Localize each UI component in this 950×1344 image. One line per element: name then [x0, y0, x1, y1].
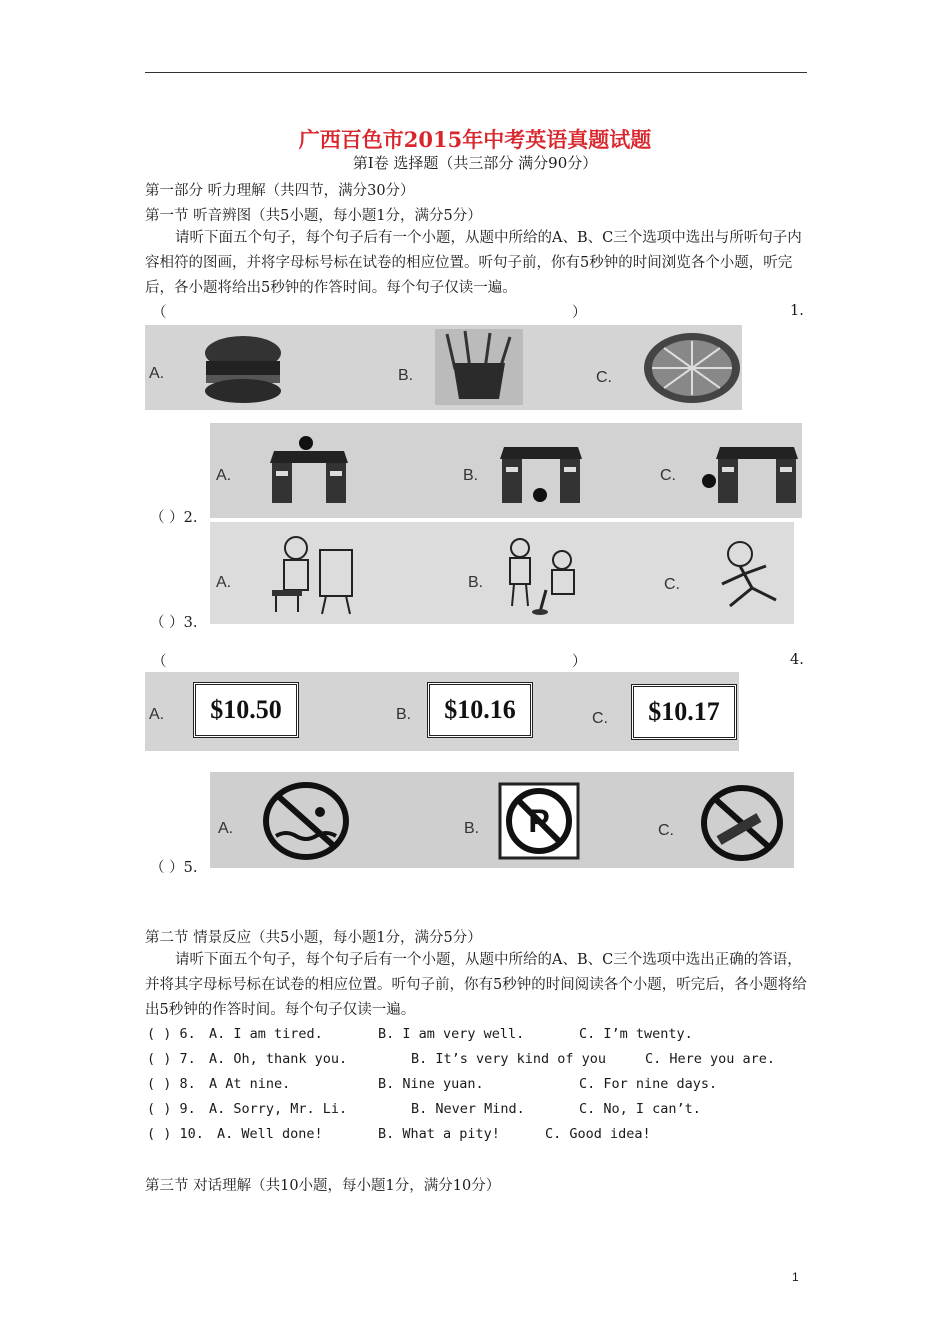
- q4-number: 4.: [790, 652, 804, 668]
- option-b-label: B.: [468, 574, 484, 591]
- option-a-label: A.: [216, 574, 232, 591]
- section2-heading: 第二节 情景反应（共5小题，每小题1分，满分5分）: [145, 930, 482, 946]
- desk-ball-under-icon: [498, 433, 586, 509]
- q8-option-a: A At nine.: [209, 1076, 291, 1092]
- girl-running-icon: [710, 536, 794, 618]
- q9-option-b: B. Never Mind.: [411, 1101, 525, 1117]
- price-tag-a: $10.50: [193, 682, 299, 738]
- option-a-label: A.: [149, 706, 165, 723]
- option-c-label: C.: [592, 710, 608, 727]
- q2-picture-strip: [210, 423, 802, 518]
- q1-paren-open: （: [152, 305, 167, 321]
- q1-picture-strip: [145, 325, 742, 410]
- q6-option-b: B. I am very well.: [378, 1026, 525, 1042]
- option-c-label: C.: [660, 467, 676, 484]
- q10-option-a: A. Well done!: [217, 1126, 323, 1142]
- q6-option-c: C. I’m twenty.: [579, 1026, 693, 1042]
- q7-option-b: B. It’s very kind of you: [411, 1051, 607, 1067]
- q10-number: ( ) 10.: [147, 1126, 204, 1142]
- option-a-label: A.: [216, 467, 232, 484]
- option-b-label: B.: [396, 706, 412, 723]
- no-smoking-sign-icon: [700, 784, 784, 862]
- q5-picture-strip: [210, 772, 794, 868]
- q3-picture-strip: [210, 522, 794, 624]
- desk-ball-on-top-icon: [268, 433, 350, 509]
- q10-option-c: C. Good idea!: [545, 1126, 651, 1142]
- option-c-label: C.: [596, 369, 612, 386]
- kids-planting-icon: [500, 530, 590, 616]
- q4-picture-strip: [145, 672, 739, 751]
- q6-number: ( ) 6.: [147, 1026, 196, 1042]
- q6-option-a: A. I am tired.: [209, 1026, 323, 1042]
- q5-label: （ ）5.: [150, 860, 198, 876]
- girl-painting-icon: [268, 534, 360, 616]
- option-c-label: C.: [664, 576, 680, 593]
- section1-instructions: 请听下面五个句子，每个句子后有一个小题，从题中所给的A、B、C三个选项中选出与所听句子内容相符的图画，并将字母标号标在试卷的相应位置。听句子前，你有5秒钟的时间浏览各个小题，听完后，各小题将给出5秒钟的作答时间。每个句子仅读一遍。: [145, 230, 802, 296]
- q7-option-a: A. Oh, thank you.: [209, 1051, 348, 1067]
- q9-option-c: C. No, I can’t.: [579, 1101, 701, 1117]
- price-tag-b: $10.16: [427, 682, 533, 738]
- q9-option-a: A. Sorry, Mr. Li.: [209, 1101, 348, 1117]
- q8-option-c: C. For nine days.: [579, 1076, 718, 1092]
- pizza-icon: [642, 331, 742, 405]
- q2-label: （ ）2.: [150, 510, 198, 526]
- option-b-label: B.: [464, 820, 480, 837]
- desk-ball-beside-icon: [702, 433, 798, 509]
- q7-number: ( ) 7.: [147, 1051, 196, 1067]
- section3-heading: 第三节 对话理解（共10小题，每小题1分，满分10分）: [145, 1178, 501, 1194]
- q7-option-c: C. Here you are.: [645, 1051, 776, 1067]
- no-parking-sign-icon: [498, 782, 580, 860]
- q9-number: ( ) 9.: [147, 1101, 196, 1117]
- q4-paren-open: （: [152, 654, 167, 670]
- q1-number: 1.: [790, 303, 804, 319]
- q8-option-b: B. Nine yuan.: [378, 1076, 484, 1092]
- option-a-label: A.: [149, 365, 165, 382]
- q1-paren-close: ）: [572, 305, 587, 321]
- q8-number: ( ) 8.: [147, 1076, 196, 1092]
- section2-instructions: 请听下面五个句子，每个句子后有一个小题，从题中所给的A、B、C三个选项中选出正确的答语，并将其字母标号标在试卷的相应位置。听句子前，你有5秒钟的时间阅读各个小题，听完后，各小题将给出5秒钟的作答时间。每个句子仅读一遍。: [145, 952, 807, 1018]
- q4-paren-close: ）: [572, 654, 587, 670]
- hamburger-icon: [203, 333, 283, 405]
- option-b-label: B.: [398, 367, 414, 384]
- part1-heading: 第一部分 听力理解（共四节，满分30分）: [145, 183, 415, 199]
- option-b-label: B.: [463, 467, 479, 484]
- q3-label: （ ）3.: [150, 615, 198, 631]
- price-tag-c: $10.17: [631, 684, 737, 740]
- section1-heading: 第一节 听音辨图（共5小题，每小题1分，满分5分）: [145, 208, 482, 224]
- no-swimming-sign-icon: [262, 782, 350, 860]
- svg-text:P: P: [528, 803, 550, 839]
- header-rule: [145, 72, 807, 73]
- exam-subtitle: 第Ⅰ卷 选择题（共三部分 满分90分）: [352, 154, 598, 172]
- option-a-label: A.: [218, 820, 234, 837]
- exam-title: 广西百色市2015年中考英语真题试题: [298, 127, 652, 152]
- chips-icon: [435, 329, 523, 405]
- page-number: 1: [792, 1270, 799, 1284]
- option-c-label: C.: [658, 822, 674, 839]
- q10-option-b: B. What a pity!: [378, 1126, 500, 1142]
